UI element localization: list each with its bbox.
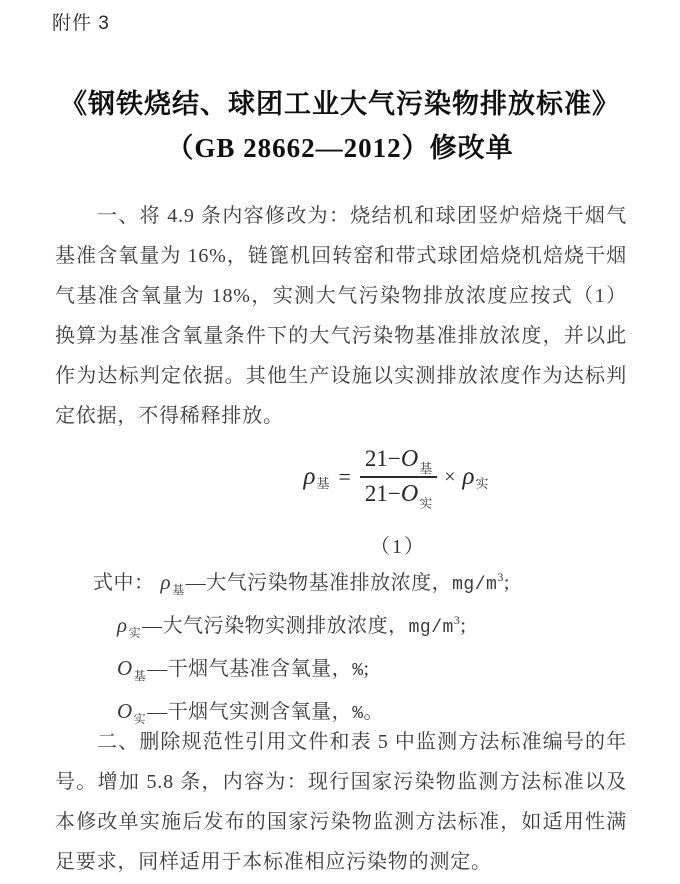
document-title xyxy=(0,82,680,170)
denominator-symbol: O xyxy=(400,481,419,507)
definition-unit: mg/m xyxy=(452,575,498,595)
definition-symbol: ρ xyxy=(117,613,128,637)
definition-subscript: 实 xyxy=(128,626,142,640)
numerator-subscript: 基 xyxy=(419,461,433,476)
formula-lhs-symbol: ρ xyxy=(303,463,316,490)
formula-equation: ρ 基 = $\frac{21-O_基}{21-O_实}$ × ρ 实 xyxy=(303,446,489,511)
definition-tail: ; xyxy=(503,572,510,594)
definition-line-oxygen-base xyxy=(55,648,635,691)
definition-symbol: ρ xyxy=(160,570,172,594)
formula-equals-sign: = xyxy=(338,464,351,489)
formula-rhs-symbol: ρ xyxy=(462,463,475,490)
definition-unit-superscript: 3 xyxy=(497,570,504,584)
definition-unit: % xyxy=(352,704,364,724)
definition-unit-superscript: 3 xyxy=(453,613,461,627)
definition-description: 大气污染物实测排放浓度， xyxy=(162,615,409,637)
fraction-denominator xyxy=(360,478,437,511)
document-title-line1: 《钢铁烧结、球团工业大气污染物排放标准》 xyxy=(60,89,620,119)
definition-line-rho-measured xyxy=(55,605,635,648)
definition-subscript: 基 xyxy=(133,669,147,683)
equation-number-label: （1） xyxy=(370,536,426,558)
definition-subscript: 基 xyxy=(172,583,185,597)
attachment-label: 附件 3 xyxy=(52,13,110,34)
definition-unit: mg/m xyxy=(408,618,454,638)
definition-description: 干烟气实测含氧量， xyxy=(167,701,353,723)
definition-description: 大气污染物基准排放浓度， xyxy=(206,572,453,594)
definition-tail: 。 xyxy=(363,701,384,723)
formula-times-sign: × xyxy=(444,465,456,488)
definition-line-rho-base xyxy=(55,562,635,605)
paragraph-1: 一、将 4.9 条内容修改为：烧结机和球团竖炉焙烧干烟气基准含氧量为 16%，链篦机回转窑和带式球团焙烧机焙烧干烟气基准含氧量为 18%，实测大气污染物排放浓度应按式（1）换算为基准含氧量条件下的大气污染物基准排放浓度，并以此作为达标判定依据。其他生产设施以实测排放浓度作为达标判定依据，不得稀释排放。 xyxy=(55,205,628,427)
definition-tail: ; xyxy=(363,658,370,680)
definitions-prefix: 式中： xyxy=(93,572,155,594)
definition-description: 干烟气基准含氧量， xyxy=(167,658,353,680)
definition-tail: ; xyxy=(460,615,467,637)
numerator-prefix: 21− xyxy=(364,446,401,471)
document-title-line2: （GB 28662—2012）修改单 xyxy=(166,133,514,163)
definition-symbol: O xyxy=(117,699,133,723)
paragraph-2: 二、删除规范性引用文件和表 5 中监测方法标准编号的年号。增加 5.8 条，内容为：现行国家污染物监测方法标准以及本修改单实施后发布的国家污染物监测方法标准，如适用性满足要求，同样适用于本标准相应污染物的测定。 xyxy=(55,731,627,873)
formula-definitions xyxy=(55,562,635,734)
numerator-symbol: O xyxy=(400,446,419,472)
definition-symbol: O xyxy=(117,656,133,680)
definition-unit: % xyxy=(352,661,364,681)
fraction-numerator xyxy=(360,446,437,478)
definition-dash: — xyxy=(185,572,207,594)
denominator-prefix: 21− xyxy=(364,481,401,506)
definition-dash: — xyxy=(147,701,168,723)
definition-subscript: 实 xyxy=(133,712,147,726)
denominator-subscript: 实 xyxy=(419,496,433,511)
definition-dash: — xyxy=(142,615,163,637)
definition-dash: — xyxy=(147,658,168,680)
formula-fraction xyxy=(360,446,437,511)
